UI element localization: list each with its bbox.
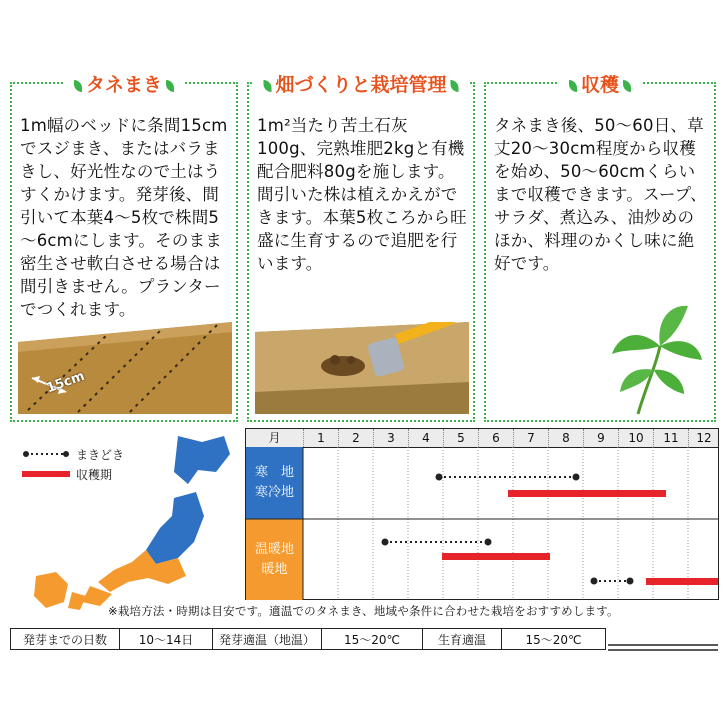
cultivation-note: ※栽培方法・時期は目安です。適温でのタネまき、地域や条件に合わせた栽培をおすすめします。	[108, 604, 619, 618]
month-label: 4	[408, 429, 443, 447]
month-label: 10	[618, 429, 653, 447]
double-rule-decoration	[608, 643, 718, 653]
cultivation-title	[253, 72, 468, 98]
leaf-icon	[451, 80, 459, 92]
growth-temp-value: 15～20℃	[525, 632, 582, 647]
germination-days-label: 発芽までの日数	[11, 629, 120, 649]
germination-temp-value: 15～20℃	[322, 629, 423, 649]
sowing-legend-label: まきどき	[76, 447, 125, 462]
month-label: 7	[513, 429, 548, 447]
soil-preparation-illustration	[255, 322, 469, 414]
japan-map-illustration	[28, 432, 238, 612]
harvest-panel	[484, 74, 716, 422]
leaf-icon	[569, 80, 577, 92]
growth-temp-label: 生育適温	[423, 629, 502, 649]
sowing-panel	[10, 74, 238, 422]
cold-sowing-period	[436, 474, 580, 481]
germination-temp-label: 発芽適温（地温）	[213, 629, 322, 649]
sowing-text: 1m幅のベッドに条間15cmでスジまき、またはバラまきし、好光性なので土はうすくかけます。発芽後、間引いて本葉4～5枚で株間5～6cmにします。そのまま密生させ軟白させる場合は間引きません。プランターでつくれます。	[20, 116, 228, 319]
warm-harvest-period	[442, 553, 550, 560]
warm-region-line1: 温暖地	[254, 541, 294, 557]
harvest-title-text: 収穫	[580, 74, 620, 96]
month-label: 2	[338, 429, 373, 447]
month-label: 8	[548, 429, 583, 447]
month-label: 6	[478, 429, 513, 447]
month-label: 3	[373, 429, 408, 447]
cold-region-line1: 寒 地	[254, 465, 294, 480]
growing-info-table	[10, 628, 606, 650]
leaf-icon	[263, 80, 271, 92]
month-label: 5	[443, 429, 478, 447]
cold-harvest-period	[508, 490, 666, 497]
leaf-icon	[74, 80, 82, 92]
warm-sowing-period	[382, 539, 492, 546]
calendar-grid	[246, 429, 719, 600]
harvest-legend-label: 収穫期	[76, 467, 113, 482]
cultivation-title-text: 畑づくりと栽培管理	[275, 74, 447, 96]
month-label: 9	[583, 429, 618, 447]
calendar-header-label: 月	[268, 431, 281, 445]
warm-region-line2: 暖地	[261, 561, 288, 577]
sowing-title-text: タネまき	[85, 74, 163, 96]
month-label: 12	[688, 429, 719, 447]
warm-autumn-harvest-period	[646, 578, 718, 585]
row-spacing-label: 15cm	[44, 368, 87, 397]
warm-autumn-sowing-period	[591, 578, 634, 585]
sowing-title	[64, 72, 184, 98]
cultivation-panel	[247, 74, 475, 422]
leaf-icon	[623, 80, 631, 92]
coriander-leaf-illustration	[598, 296, 708, 416]
cultivation-calendar	[245, 428, 719, 600]
harvest-text: タネまき後、50～60日、草丈20～30cm程度から収穫を始め、50～60cmくらいまで収穫できます。スープ、サラダ、煮込み、油炒めのほか、料理のかくし味に絶好です。	[494, 116, 707, 273]
month-label: 11	[653, 429, 688, 447]
germination-days-value: 10～14日	[120, 629, 213, 649]
harvest-title	[559, 72, 641, 98]
month-label: 1	[303, 429, 338, 447]
leaf-icon	[166, 80, 174, 92]
cold-region-line2: 寒冷地	[254, 485, 294, 500]
cultivation-text: 1m²当たり苦土石灰100g、完熟堆肥2kgと有機配合肥料80gを施します。間引いた株は植えかえができます。本葉5枚ころから旺盛に生育するので追肥を行います。	[257, 116, 467, 273]
sowing-illustration	[18, 322, 232, 414]
